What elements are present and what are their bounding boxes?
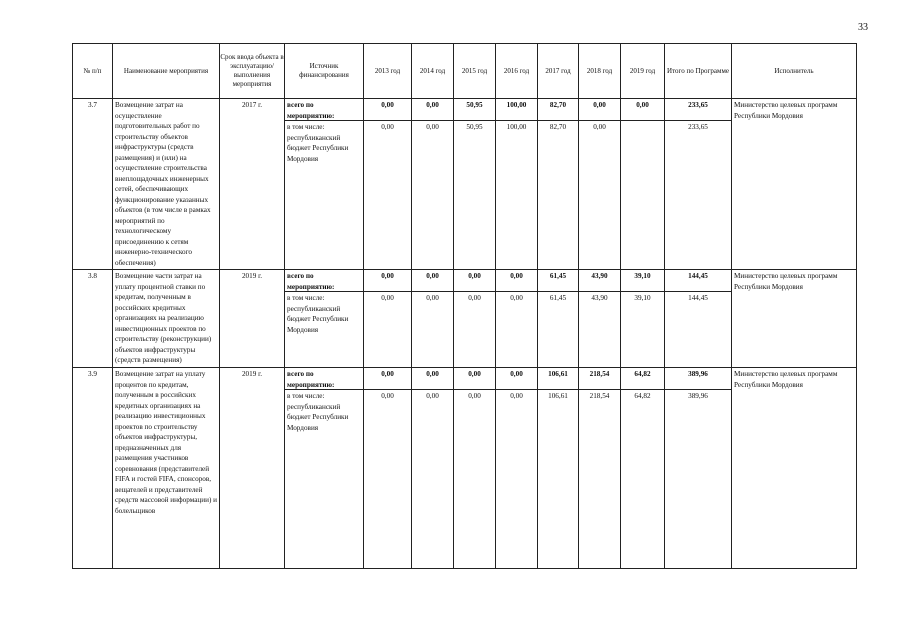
value-total-2016: 0,00 (496, 270, 537, 292)
value-detail-2019 (621, 121, 664, 123)
value-detail-2017: 106,61 (548, 392, 568, 400)
header-row (73, 44, 857, 99)
value-detail-2019: 64,82 (634, 392, 651, 400)
value-detail-2014: 0,00 (426, 392, 439, 400)
value-total-2018: 43,90 (579, 270, 620, 292)
executor: Министерство целевых программ Республики Мордовия (734, 370, 838, 389)
value-detail-2013: 0,00 (381, 294, 394, 302)
value-detail-2016: 100,00 (506, 123, 527, 131)
value-detail-2015: 0,00 (468, 392, 481, 400)
value-detail-program: 144,45 (688, 294, 708, 302)
executor: Министерство целевых программ Республики Мордовия (734, 101, 838, 120)
value-detail-2015: 0,00 (468, 294, 481, 302)
source-total-label: всего по мероприятию: (285, 368, 363, 390)
value-total-2015: 50,95 (454, 99, 495, 121)
executor: Министерство целевых программ Республики Мордовия (734, 272, 838, 291)
value-detail-2015: 50,95 (466, 123, 483, 131)
value-total-2013: 0,00 (364, 270, 411, 292)
col-header-2016: 2016 год (496, 44, 538, 99)
measures-table (72, 43, 857, 569)
measure-name: Возмещение части затрат на уплату процентной ставки по кредитам, полученным в российских кредитных организациях на реализацию инвестиционных проектов по строительству (реконструкции) объектов инфраструктуры (средств размещения) (115, 272, 212, 364)
value-total-2019: 39,10 (621, 270, 664, 292)
value-total-2013: 0,00 (364, 368, 411, 390)
col-header-2014: 2014 год (412, 44, 454, 99)
col-header-name: Наименование мероприятия (113, 44, 220, 99)
table-row (73, 270, 857, 368)
value-total-2019: 0,00 (621, 99, 664, 121)
source-detail-label: в том числе: республиканский бюджет Республики Мордовия (287, 392, 349, 432)
value-detail-2018: 218,54 (589, 392, 610, 400)
value-total-2014: 0,00 (412, 270, 453, 292)
value-total-2018: 0,00 (579, 99, 620, 121)
row-number: 3.8 (88, 272, 97, 280)
value-total-2016: 100,00 (496, 99, 537, 121)
measure-name: Возмещение затрат на осуществление подготовительных работ по строительству объектов инфраструктуры (средств размещения) и (или) на осуществление строительства внеплощадочных инженерных сетей, обеспечивающих функционирование указанных объектов (в том числе в рамках мероприятий по технологическому присоединению к сетям инженерно-технического обеспечения) (115, 101, 211, 267)
col-header-source: Источник финансирования (285, 44, 364, 99)
value-detail-2019: 39,10 (634, 294, 651, 302)
col-header-2019: 2019 год (621, 44, 665, 99)
source-detail-label: в том числе: республиканский бюджет Республики Мордовия (287, 123, 349, 163)
value-detail-2013: 0,00 (381, 123, 394, 131)
value-total-2014: 0,00 (412, 368, 453, 390)
source-detail-label: в том числе: республиканский бюджет Республики Мордовия (287, 294, 349, 334)
value-total-2016: 0,00 (496, 368, 537, 390)
value-detail-2014: 0,00 (426, 294, 439, 302)
value-detail-program: 233,65 (688, 123, 708, 131)
completion-term: 2017 г. (241, 101, 263, 109)
col-header-num: № п/п (73, 44, 113, 99)
col-header-2015: 2015 год (454, 44, 496, 99)
row-number: 3.7 (88, 101, 97, 109)
col-header-2018: 2018 год (579, 44, 621, 99)
value-total-2017: 61,45 (538, 270, 578, 292)
value-total-program: 144,45 (665, 270, 731, 292)
table-row (73, 99, 857, 270)
table-row (73, 368, 857, 569)
value-detail-program: 389,96 (688, 392, 708, 400)
value-detail-2016: 0,00 (510, 294, 523, 302)
value-detail-2018: 0,00 (593, 123, 606, 131)
value-total-2019: 64,82 (621, 368, 664, 390)
value-total-2015: 0,00 (454, 368, 495, 390)
value-detail-2018: 43,90 (591, 294, 608, 302)
row-number: 3.9 (88, 370, 97, 378)
value-total-2017: 106,61 (538, 368, 578, 390)
value-detail-2017: 61,45 (549, 294, 567, 302)
completion-term: 2019 г. (241, 370, 263, 378)
value-detail-2014: 0,00 (426, 123, 439, 131)
col-header-executor: Исполнитель (732, 44, 857, 99)
value-total-2018: 218,54 (579, 368, 620, 390)
col-header-2017: 2017 год (538, 44, 579, 99)
completion-term: 2019 г. (241, 272, 263, 280)
value-detail-2017: 82,70 (549, 123, 567, 131)
value-detail-2016: 0,00 (510, 392, 523, 400)
col-header-term: Срок ввода объекта в эксплуатацию/ выполнения мероприятия (220, 44, 285, 99)
value-total-program: 233,65 (665, 99, 731, 121)
col-header-2013: 2013 год (364, 44, 412, 99)
page-number: 33 (858, 22, 868, 33)
measure-name: Возмещение затрат на уплату процентов по кредитам, полученным в российских кредитных организациях на реализацию инвестиционных проектов по строительству объектов инфраструктуры, предназначенных для размещения участников соревнования (представителей FIFA и гостей FIFA, спонсоров, вещателей и представителей средств массовой информации) и болельщиков (115, 370, 217, 515)
value-total-2017: 82,70 (538, 99, 578, 121)
value-total-program: 389,96 (665, 368, 731, 390)
source-total-label: всего по мероприятию: (285, 99, 363, 121)
value-total-2015: 0,00 (454, 270, 495, 292)
value-total-2014: 0,00 (412, 99, 453, 121)
value-detail-2013: 0,00 (381, 392, 394, 400)
col-header-total: Итого по Программе (665, 44, 732, 99)
source-total-label: всего по мероприятию: (285, 270, 363, 292)
value-total-2013: 0,00 (364, 99, 411, 121)
